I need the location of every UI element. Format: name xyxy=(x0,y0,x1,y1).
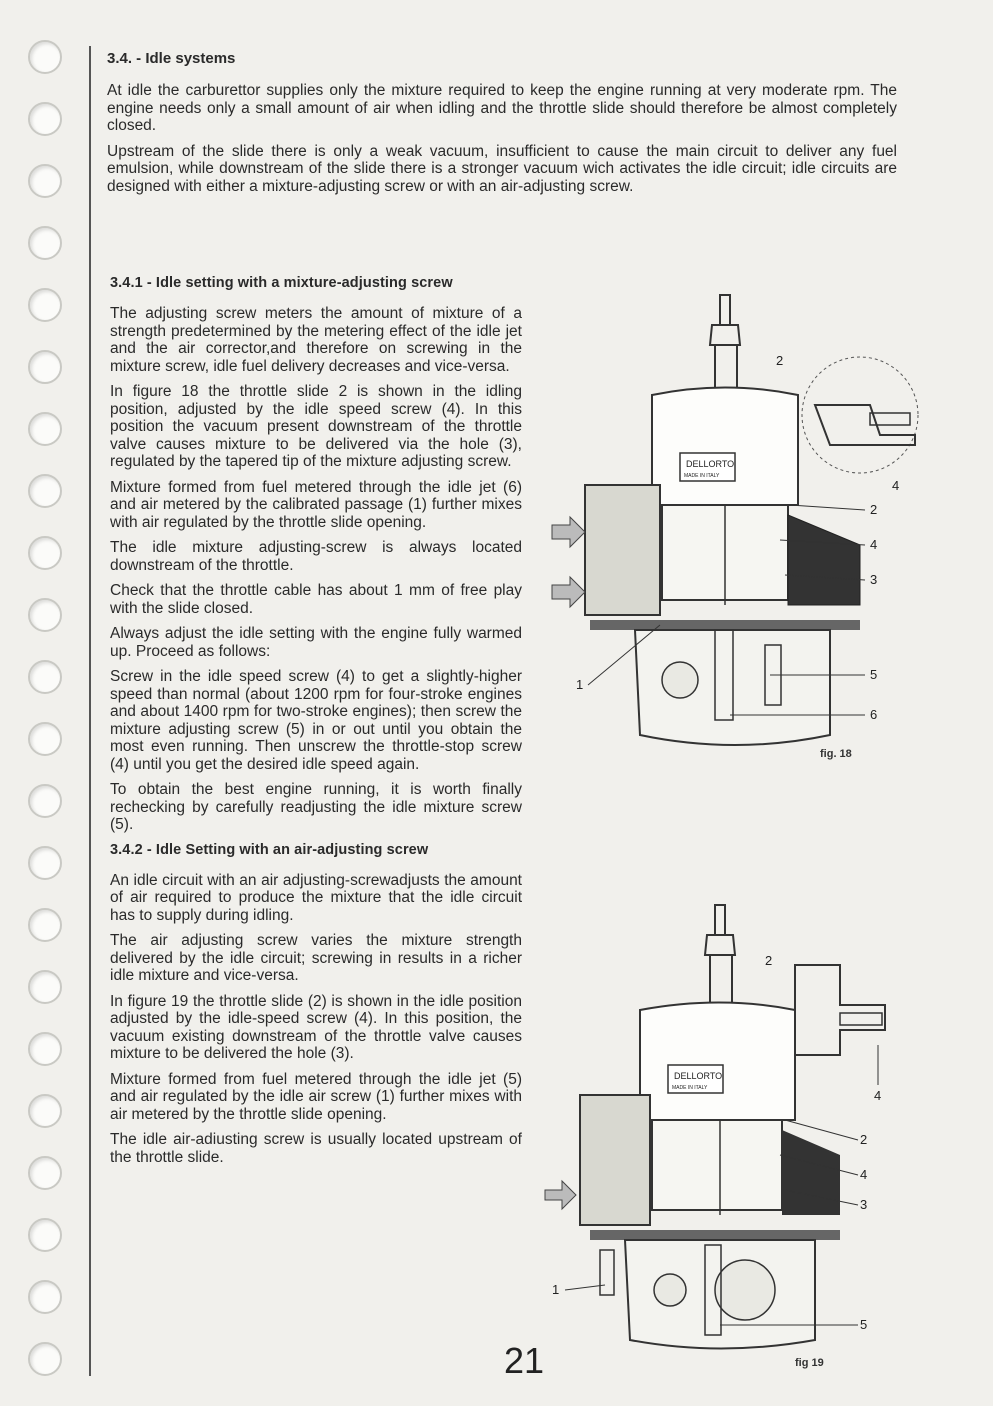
binder-hole xyxy=(28,722,62,756)
binder-hole xyxy=(28,908,62,942)
callout-label: 2 xyxy=(776,353,784,368)
brand-label: DELLORTO xyxy=(674,1071,723,1081)
binder-hole xyxy=(28,40,62,74)
callout-label: 4 xyxy=(892,478,900,493)
paragraph: Always adjust the idle setting with the engine fully warmed up. Proceed as follows: xyxy=(110,625,522,660)
paragraph: At idle the carburettor supplies only the mixture required to keep the engine running at very moderate rpm. The engine needs only a small amount of air when idling and the throttle slide should therefore be almost completely closed. xyxy=(107,82,897,134)
callout-label: 4 xyxy=(860,1167,868,1182)
paragraph: Mixture formed from fuel metered through the idle jet (6) and air metered by the calibrated passage (1) further mixes with air regulated by the throttle slide opening. xyxy=(110,478,522,531)
binder-hole xyxy=(28,1280,62,1314)
paragraph: Screw in the idle speed screw (4) to get a slightly-higher speed than normal (about 1200 rpm for four-stroke engines and about 1400 rpm for two-stroke engines); then screw the mixture adjusting screw (5) in or out until you obtain the most even running. Then unscrew the throttle-stop screw (4) until you get the desired idle speed again. xyxy=(110,668,522,773)
binder-hole xyxy=(28,660,62,694)
brand-sub-label: MADE IN ITALY xyxy=(672,1085,708,1091)
figure-18-caption: fig. 18 xyxy=(820,748,852,760)
binder-hole xyxy=(28,846,62,880)
subsection-title: 3.4.1 - Idle setting with a mixture-adjusting screw xyxy=(110,275,453,291)
page-number: 21 xyxy=(504,1340,545,1381)
binder-hole xyxy=(28,288,62,322)
binder-hole xyxy=(28,784,62,818)
subsection-title: 3.4.2 - Idle Setting with an air-adjusting screw xyxy=(110,841,429,858)
callout-label: 4 xyxy=(870,537,878,552)
brand-sub-label: MADE IN ITALY xyxy=(684,473,720,479)
binder-hole xyxy=(28,1094,62,1128)
paragraph: Mixture formed from fuel metered through the idle jet (5) and air regulated by the idle air screw (1) further mixes with air metered by the throttle slide opening. xyxy=(110,1070,522,1123)
binder-hole xyxy=(28,1218,62,1252)
callout-label: 1 xyxy=(576,677,584,692)
callout-label: 4 xyxy=(874,1088,882,1103)
callout-label: 5 xyxy=(860,1317,868,1332)
callout-label: 2 xyxy=(765,953,773,968)
binder-hole xyxy=(28,1032,62,1066)
paragraph: To obtain the best engine running, it is worth finally rechecking by carefully readjusting the idle mixture screw (5). xyxy=(110,781,522,833)
callout-label: 3 xyxy=(860,1197,868,1212)
binder-hole xyxy=(28,1156,62,1190)
figure-18 xyxy=(540,285,960,765)
figure-19 xyxy=(540,895,960,1375)
callout-label: 1 xyxy=(552,1282,560,1297)
binder-hole xyxy=(28,164,62,198)
callout-label: 5 xyxy=(870,667,878,682)
paragraph: The idle air-adiusting screw is usually located upstream of the throttle slide. xyxy=(110,1131,522,1166)
section-idle-systems xyxy=(107,50,897,203)
paragraph: In figure 19 the throttle slide (2) is shown in the idle position adjusted by the idle-speed screw (4). In this position, the vacuum existing downstream of the throttle valve causes mixture to be delivered the hole (3). xyxy=(110,992,522,1062)
callout-label: 2 xyxy=(870,502,878,517)
callout-label: 3 xyxy=(870,572,878,587)
binder-hole xyxy=(28,412,62,446)
binder-hole xyxy=(28,970,62,1004)
callout-label: 2 xyxy=(860,1132,868,1147)
paragraph: An idle circuit with an air adjusting-screwadjusts the amount of air required to produce the mixture that the idle circuit has to supply during idling. xyxy=(110,871,522,924)
paragraph: Check that the throttle cable has about 1 mm of free play with the slide closed. xyxy=(110,582,522,617)
carburettor-diagram-18 xyxy=(540,285,960,765)
binder-hole xyxy=(28,536,62,570)
binder-hole xyxy=(28,1342,62,1376)
paragraph: The idle mixture adjusting-screw is always located downstream of the throttle. xyxy=(110,539,522,574)
binder-hole xyxy=(28,598,62,632)
binder-hole xyxy=(28,350,62,384)
binder-hole xyxy=(28,102,62,136)
section-title: 3.4. - Idle systems xyxy=(107,50,236,67)
paragraph: The adjusting screw meters the amount of mixture of a strength predetermined by the metering effect of the idle jet and the air corrector,and therefore on screwing in the mixture screw, idle fuel delivery decreases and vice-versa. xyxy=(110,305,522,375)
figure-19-caption: fig 19 xyxy=(795,1357,824,1369)
carburettor-diagram-19 xyxy=(540,895,960,1375)
paragraph: The air adjusting screw varies the mixture strength delivered by the idle circuit; screwing in results in a richer idle mixture and vice-versa. xyxy=(110,932,522,984)
binder-hole xyxy=(28,226,62,260)
margin-rule xyxy=(89,46,91,1376)
paragraph: In figure 18 the throttle slide 2 is shown in the idling position, adjusted by the idle speed screw (4). In this position the vacuum present downstream of the throttle valve causes mixture to be delivered via the hole (3), regulated by the tapered tip of the mixture adjusting screw. xyxy=(110,383,522,470)
brand-label: DELLORTO xyxy=(686,459,735,469)
text-column xyxy=(110,275,522,1174)
callout-label: 6 xyxy=(870,707,878,722)
paragraph: Upstream of the slide there is only a weak vacuum, insufficient to cause the main circuit to deliver any fuel emulsion, while downstream of the slide there is a stronger vacuum wich activates the idle circuit; idle circuits are designed with either a mixture-adjusting screw or with an air-adjusting screw. xyxy=(107,142,897,195)
binder-hole xyxy=(28,474,62,508)
